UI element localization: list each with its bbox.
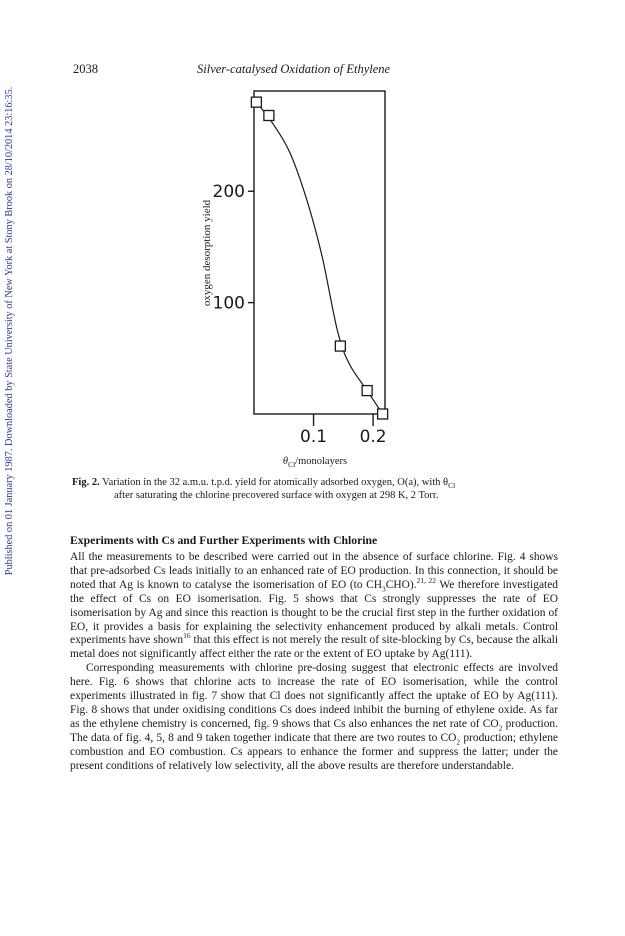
data-point xyxy=(264,111,274,121)
page-number: 2038 xyxy=(73,62,98,76)
caption-line-1: Variation in the 32 a.m.u. t.p.d. yield for atomically adsorbed oxygen, O(a), with θ xyxy=(102,477,449,488)
figure-2 xyxy=(180,85,440,475)
fit-curve xyxy=(256,102,382,414)
data-point xyxy=(362,386,372,396)
x-tick-label: 0.1 xyxy=(300,427,328,447)
paragraph-1: All the measurements to be described were carried out in the absence of surface chlorine. Fig. 4 shows that pre-adsorbed Cs leads initially to an enhanced rate of EO production. In this connection, it should be noted that Ag is known to catalyse the isomerisation of EO (to $CH_3CHO).^{21, 22}$ We therefore investigated the effect of Cs on EO isomerisation. Fig. 5 shows that Cs strongly suppresses the rate of EO isomerisation by Ag and since this reaction is thought to be the crucial first step in the further oxidation of EO, it provides a basis for explaining the selectivity enhancement produced by alkali metals. Control experiments have shown$^{16}$ that this effect is not merely the result of site-blocking by Cs, because the alkali metal does not significantly affect either the rate or the extent of EO uptake by Ag(111). xyxy=(70,551,559,661)
data-point xyxy=(378,409,388,419)
chart-svg xyxy=(180,85,440,470)
y-axis-label: oxygen desorption yield xyxy=(201,199,213,307)
paragraph-2: Corresponding measurements with chlorine pre-dosing suggest that electronic effects are involved here. Fig. 6 shows that chlorine acts to increase the rate of EO isomerisation, while the control experiments illustrated in fig. 7 show that Cl does not significantly affect the uptake of EO by Ag(111). Fig. 8 shows that under oxidising conditions Cs does indeed inhibit the burning of ethylene oxide. As far as the ethylene chemistry is concerned, fig. 9 shows that Cs also enhances the net rate of $CO_2$ production. The data of fig. 4, 5, 8 and 9 taken together indicate that there are two routes to $CO_2$ production; ethylene combustion and EO combustion. Cs appears to enhance the former and suppress the latter; under the present conditions of relatively low selectivity, all the above results are therefore understandable. xyxy=(70,662,558,772)
y-tick-label: 200 xyxy=(212,182,245,203)
data-point xyxy=(251,97,261,107)
caption-line-2: after saturating the chlorine precovered surface with oxygen at 298 K, 2 Torr. xyxy=(114,490,439,501)
section-heading: Experiments with Cs and Further Experiments with Chlorine xyxy=(70,534,378,547)
caption-subscript: Cl xyxy=(448,481,456,491)
caption-label: Fig. 2. xyxy=(72,477,100,488)
x-axis-ticks xyxy=(300,414,387,447)
y-axis-ticks xyxy=(213,182,254,313)
x-axis-label: $\theta_{Cl}$/monolayers xyxy=(282,456,348,469)
data-point xyxy=(335,341,345,351)
figure-caption xyxy=(72,476,550,502)
citation: 21, 22 xyxy=(416,576,437,585)
y-tick-label: 100 xyxy=(212,293,245,314)
data-points xyxy=(251,97,387,419)
download-notice: Published on 01 January 1987. Downloaded by State University of New York at Stony Brook on 28/10/2014 23:16:35. xyxy=(4,86,15,576)
body-text xyxy=(70,551,558,774)
citation: 16 xyxy=(183,631,191,641)
plot-frame xyxy=(254,91,385,414)
running-head: Silver-catalysed Oxidation of Ethylene xyxy=(197,62,391,76)
x-tick-label: 0.2 xyxy=(359,427,387,447)
